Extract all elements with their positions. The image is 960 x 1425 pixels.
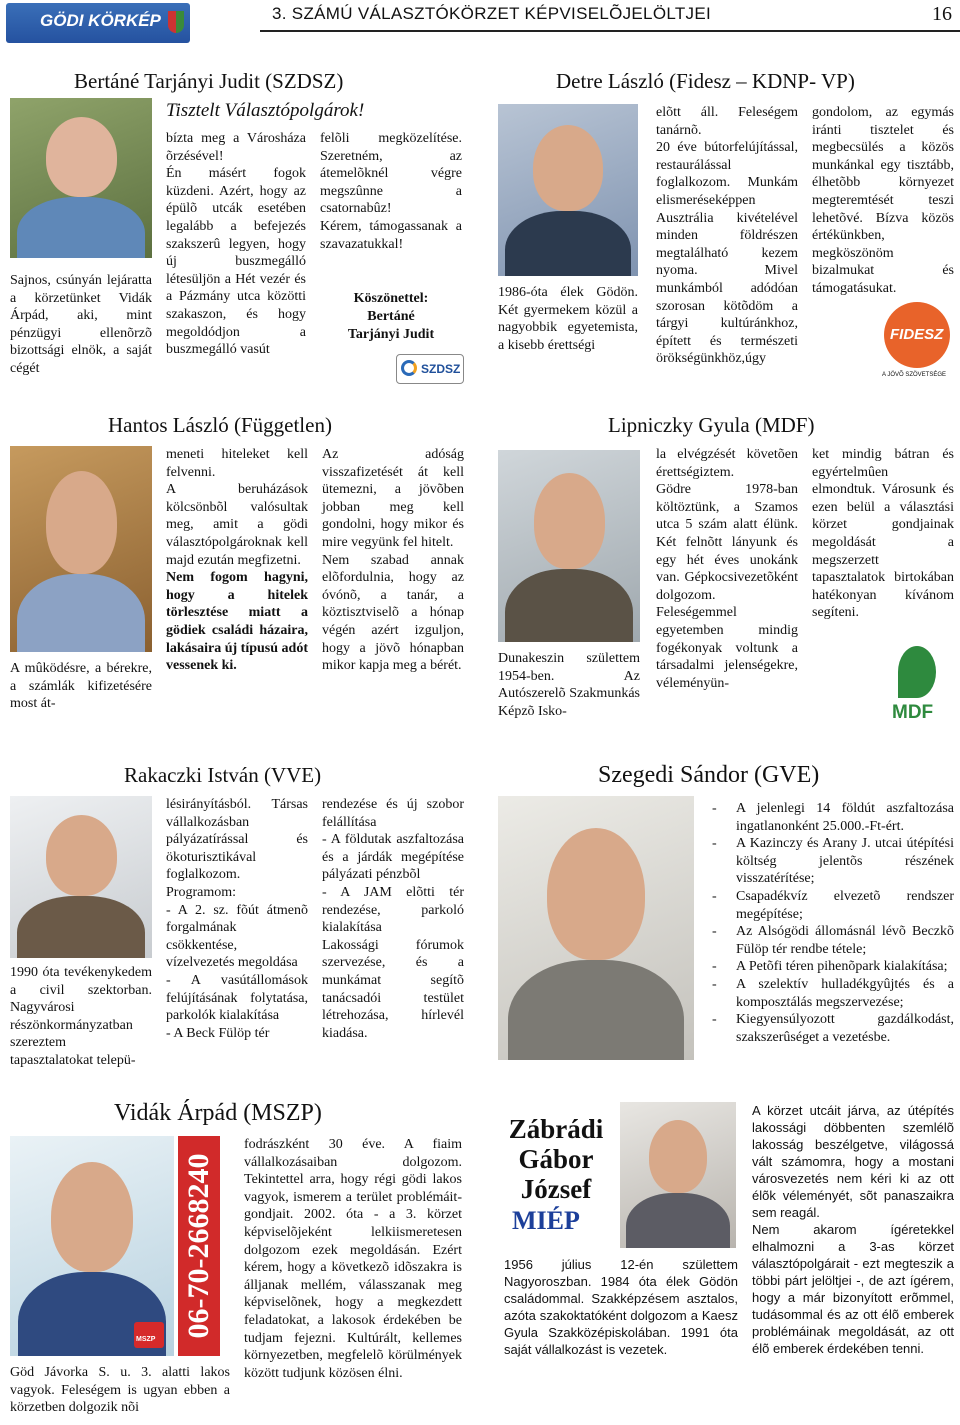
candidate-name: Lipniczky Gyula (MDF) — [608, 413, 815, 437]
party-logo: SZDSZ — [396, 354, 464, 384]
candidate-photo — [620, 1102, 736, 1248]
phone-number: 06-70-2668240 — [182, 1153, 215, 1339]
candidate-name: Bertáné Tarjányi Judit (SZDSZ) — [74, 69, 344, 93]
candidate-name: Detre László (Fidesz – KDNP- VP) — [556, 69, 855, 93]
body-text: elõtt áll. Feleségem tanárnõ. 20 éve bútorfelújítással, restaurálással foglalkozom. Munkám elismeréseképpen Ausztrália kivételével minden földrészen megtalálható kezem nyoma. Mivel munkámból adódóan szorosan kötõdöm a tárgyi kultúránkhoz, épített és természeti örökségünkhöz,úgy — [656, 105, 798, 367]
body-text: Az adóság visszafizetését át kell ütemezni, a jövõben jobban meg kell gondolni, hogy mikor és mire vegyünk fel hitelt. Nem szabad annak elõfordulnia, hogy az óvónõ, a tanár, a köztisztviselõ a hónap végén azért izguljon, hogy a jövõ hónapban mikor kapja meg a bérét. — [322, 447, 464, 674]
body-text: la elvégzését követõen érettségiztem. Gödre 1978-ban költöztünk, a Szamos utca 5 szám alatt élünk. Két felnõtt lányunk és egy hét éves unokánk van. Gépkocsivezetõként dolgozom. Feleségemmel egyetemben mindig fogékonyak voltunk a társadalmi jelenségekre, véleményün- — [656, 447, 798, 691]
candidate-photo — [10, 446, 152, 652]
name-line: József — [520, 1174, 592, 1204]
body-text: rendezése és új szobor felállítása - A földutak aszfaltozása és a járdák megépítése pályázati pénzbõl - A JAM elõtti tér rendezése, parkoló kialakítása Lakossági fórumok szervezése, és a munkámat segítõ tanácsadói testület létrehozása, hírlevél kiadása. — [322, 797, 464, 1041]
body-text: 1956 július 12-én születtem Nagyoroszban. 1984 óta élek Gödön családommal. Szakképzésem asztalos, azóta szakoktatóként dolgozom a Kaesz Gyula Szakközépiskolában. 1991 óta saját vállalkozást is vezetek. — [504, 1257, 738, 1357]
body-text: 1990 óta tevékenykedem a civil szektorban. Nagyvárosi részönkormányzatban szereztem tapasztalatokat telepü- — [10, 965, 152, 1068]
body-text: fodrászként 30 éve. A fiaim vállalkozásaiban dolgozom. Tekintettel arra, hogy régi gödi lakos vagyok, ismerem a terület problémáit-gondjait. 2002. óta - a 3. körzet képviselõjeként lelkiismeretesen dolgozom ezek megoldásán. Ezért kérem, hogy a következõ idõszakra is álljanak mellém, válasszanak meg képviselõnek, hogy a megkezdett feladatokat, a lakosok érdekében be tudjam fejezni. Kultúrált, kellemes környezetben, megfelelõ körülmények között tudjunk közösen élni. — [244, 1137, 462, 1381]
body-text: 1986-óta élek Gödön. Két gyermekem közül a nagyobbik egyetemista, a kisebb érettségi — [498, 285, 638, 353]
list-item: - A szelektív hulladékgyûjtés és a komposztálás megszervezése; — [712, 976, 954, 1010]
list-item: - Csapadékvíz elvezetõ rendszer megépítése; — [712, 888, 954, 922]
leaf-icon — [898, 646, 936, 698]
candidate-photo — [10, 98, 152, 258]
page-title: 3. SZÁMÚ VÁLASZTÓKÖRZET KÉPVISELÕJELÖLTJEI — [272, 4, 711, 23]
body-text: ket mindig bátran és egyértelmûen elmondtuk. Városunk és ezen belül a választási körzet gondjainak megoldását a megszerzett tapasztalatok birtokában hatékonyan kívánom segíteni. — [812, 447, 954, 621]
body-text: A mûködésre, a bérekre, a számlák kifizetésére most át- — [10, 661, 152, 712]
party-logo: FIDESZ — [884, 302, 950, 368]
signature-line: Tarjányi Judit — [347, 327, 435, 342]
list-item: - A Petõfi téren pihenõpark kialakítása; — [712, 959, 948, 975]
candidate-name: Szegedi Sándor (GVE) — [598, 762, 820, 788]
party-label: MIÉP — [512, 1206, 580, 1235]
candidate-name — [498, 1114, 614, 1204]
body-text: meneti hiteleket kell felvenni. A beruházások kölcsönbõl valósultak meg, amit a gödi választópolgároknak kell majd ezután megfizetni. — [166, 447, 308, 568]
logo-subtitle: A JÖVÕ SZÖVETSÉGE — [882, 372, 947, 378]
candidate-photo — [498, 450, 640, 642]
header-rule — [260, 30, 960, 32]
list-item: - A Kazinczy és Arany J. utcai útépítési költség jelentõs részének visszatérítése; — [712, 836, 954, 887]
party-logo: MDF — [884, 646, 950, 726]
list-item: - Kiegyensúlyozott gazdálkodást, szakszerûséget a vezetésbe. — [712, 1012, 954, 1045]
swirl-icon — [401, 360, 417, 376]
body-text: bízta meg a Városháza õrzésével! Én másért fogok küzdeni. Azért, hogy az épülõ utcák esetében legalább a befejezés szakszerû legyen, hogy új buszmegálló létesüljön a Hét vezér és a Pázmány utca közötti szakaszon, és hogy megoldódjon a buszmegálló vasút — [166, 131, 306, 358]
candidate-photo — [498, 104, 638, 276]
greeting: Tisztelt Választópolgárok! — [166, 100, 365, 121]
body-text: lésirányításból. Társas vállalkozásban pályázatírással és ökoturisztikával foglalkozom. Programom: - A 2. sz. fõút átmenõ forgalmának csökkentése, vízelvezetés megoldása - A vasútállomások felújításának folytatása, parkolók kialakítása - A Beck Fülöp tér — [166, 797, 308, 1041]
body-text: felõli megközelítése. Szeretném, az átemelõknél végre megszûnne a csatornabûz! Kérem, támogassanak a szavazatukkal! — [320, 131, 462, 252]
coat-of-arms-icon — [168, 11, 184, 33]
body-text: gondolom, az egymás iránti tisztelet és megbecsülés a közös munkánkal egy tisztább, élhetõbb környezet megteremtését teszi lehetõvé. Bízva közös értékünkben, megköszönöm bizalmukat és támogatásukat. — [812, 105, 954, 296]
signature-line: Bertáné — [367, 309, 415, 324]
body-text: A körzet utcáit járva, az útépítés lakossági döbbenten szemlélõ lakosság beszélgetve, világossá vált számomra, hogy a mostani városvezetés nem kéri ki az ott élõk véleményét, sõt panaszaikra sem reagál. Nem akarom ígéretekkel elhalmozni a 3-as körzet választópolgárait - ezt megteszik a többi párt jelöltjei -, de azt ígérem, hogy a már bizonyított erõmmel, tudásommal és az ott élõ emberek problémáinak megoldását, az ott élõ emberek érdekében tenni. — [752, 1103, 954, 1356]
body-text: Sajnos, csúnyán lejáratta a körzetünket Vidák Árpád, aki, mint pénzügyi ellenõrzõ bizottsági elnök, a saját cégét — [10, 273, 152, 376]
newspaper-logo — [6, 3, 190, 43]
list-item: - A jelenlegi 14 földút aszfaltozása ingatlanonként 25.000.-Ft-ért. — [712, 801, 954, 834]
candidate-name: Hantos László (Független) — [108, 413, 332, 437]
program-list — [712, 800, 954, 1046]
name-line: Zábrádi — [508, 1114, 604, 1144]
body-text: Dunakeszin születtem 1954-ben. Az Autószerelõ Szakmunkás Képzõ Isko- — [498, 651, 640, 719]
candidate-name: Vidák Árpád (MSZP) — [114, 1100, 322, 1126]
candidate-photo — [498, 796, 694, 1060]
page-number: 16 — [932, 3, 952, 25]
highlighted-text: Nem fogom hagyni, hogy a hitelek törlesztése miatt a gödiek családi házaira, lakásaira új típusú adót vessenek ki. — [166, 570, 308, 674]
party-logo: MSZP — [134, 1322, 164, 1348]
logo-text: GÖDI KÖRKÉP — [40, 11, 161, 30]
body-text: Göd Jávorka S. u. 3. alatti lakos vagyok. Feleségem is ugyan ebben a körzetben dolgozik nõi — [10, 1365, 230, 1416]
candidate-photo — [10, 796, 152, 958]
list-item: - Az Alsógödi állomásnál lévõ Beczkõ Fülöp tér rendbe tétele; — [712, 924, 954, 957]
candidate-name: Rakaczki István (VVE) — [124, 763, 322, 787]
phone-banner — [178, 1136, 220, 1356]
thanks-text: Köszönettel: — [353, 291, 429, 306]
candidate-photo — [10, 1136, 174, 1356]
name-line: Gábor — [518, 1144, 594, 1174]
